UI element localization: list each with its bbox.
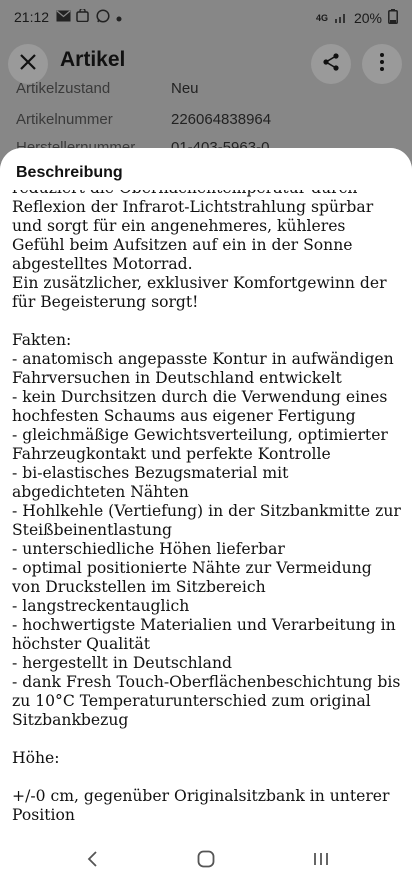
detail-label: Artikelnummer (16, 111, 113, 128)
status-time: 21:12 (14, 9, 50, 25)
mail-icon (56, 9, 71, 21)
network-label: 4G (315, 13, 328, 23)
app-title: Artikel (60, 48, 126, 71)
whatsapp-icon (96, 9, 111, 21)
battery-icon (388, 9, 398, 27)
dot-icon (116, 9, 131, 21)
signal-icon (334, 10, 348, 26)
back-icon (86, 850, 98, 873)
recents-button[interactable] (301, 846, 341, 876)
sheet-title: Beschreibung (16, 164, 123, 181)
sheet-header (0, 148, 412, 190)
more-button[interactable] (362, 44, 402, 84)
more-vert-icon (379, 52, 385, 77)
share-button[interactable] (311, 44, 351, 84)
detail-value: Neu (171, 80, 199, 97)
navigation-bar (0, 838, 412, 883)
description-sheet[interactable] (0, 148, 412, 883)
notification-icons (56, 9, 131, 21)
home-button[interactable] (186, 846, 226, 876)
detail-label: Artikelzustand (16, 80, 111, 97)
recents-icon (312, 851, 330, 872)
close-icon (19, 53, 37, 76)
system-icons (316, 9, 398, 27)
close-button[interactable] (8, 44, 48, 84)
home-icon (197, 850, 215, 873)
app-bar (0, 36, 412, 86)
description-text: Reflexion der Infrarot-Lichtstrahlung spürbar und sorgt für ein angenehmeres, kühleres Gefühl beim Aufsitzen auf ein in der Sonne abgestelltes Motorrad. Ein zusätzlicher, exklusiver Komfortgewinn der für Begeisterung sorgt! Fakten: - anatomisch angepasste Kontur in aufwändigen Fahrversuchen in Deutschland entwickelt - kein Durchsitzen durch die Verwendung eines hochfesten Schaums aus eigener Fertigung - gleichmäßige Gewichtsverteilung, optimierter Fahrzeugkontakt und perfekte Kontrolle - bi-elastisches Bezugsmaterial mit abgedichteten Nähten - Hohlkehle (Vertiefung) in der Sitzbankmitte zur Steißbeinentlastung - unterschiedliche Höhen lieferbar - optimal positionierte Nähte zur Vermeidung von Druckstellen im Sitzbereich - langstreckentauglich - hochwertigste Materialien und Verarbeitung in höchster Qualität - hergestellt in Deutschland - dank Fresh Touch-Oberflächenbeschichtung bis zu 10°C Temperaturunterschied zum original Sitzbankbezug Höhe: +/-0 cm, gegenüber Originalsitzbank in unterer Position (12, 198, 401, 824)
bag-icon (76, 9, 91, 21)
share-icon (321, 52, 341, 77)
detail-value: 22606483​8964 (171, 111, 272, 128)
battery-level: 20% (353, 10, 382, 26)
back-button[interactable] (72, 846, 112, 876)
status-bar (0, 0, 412, 36)
description-text-container[interactable] (12, 179, 402, 825)
